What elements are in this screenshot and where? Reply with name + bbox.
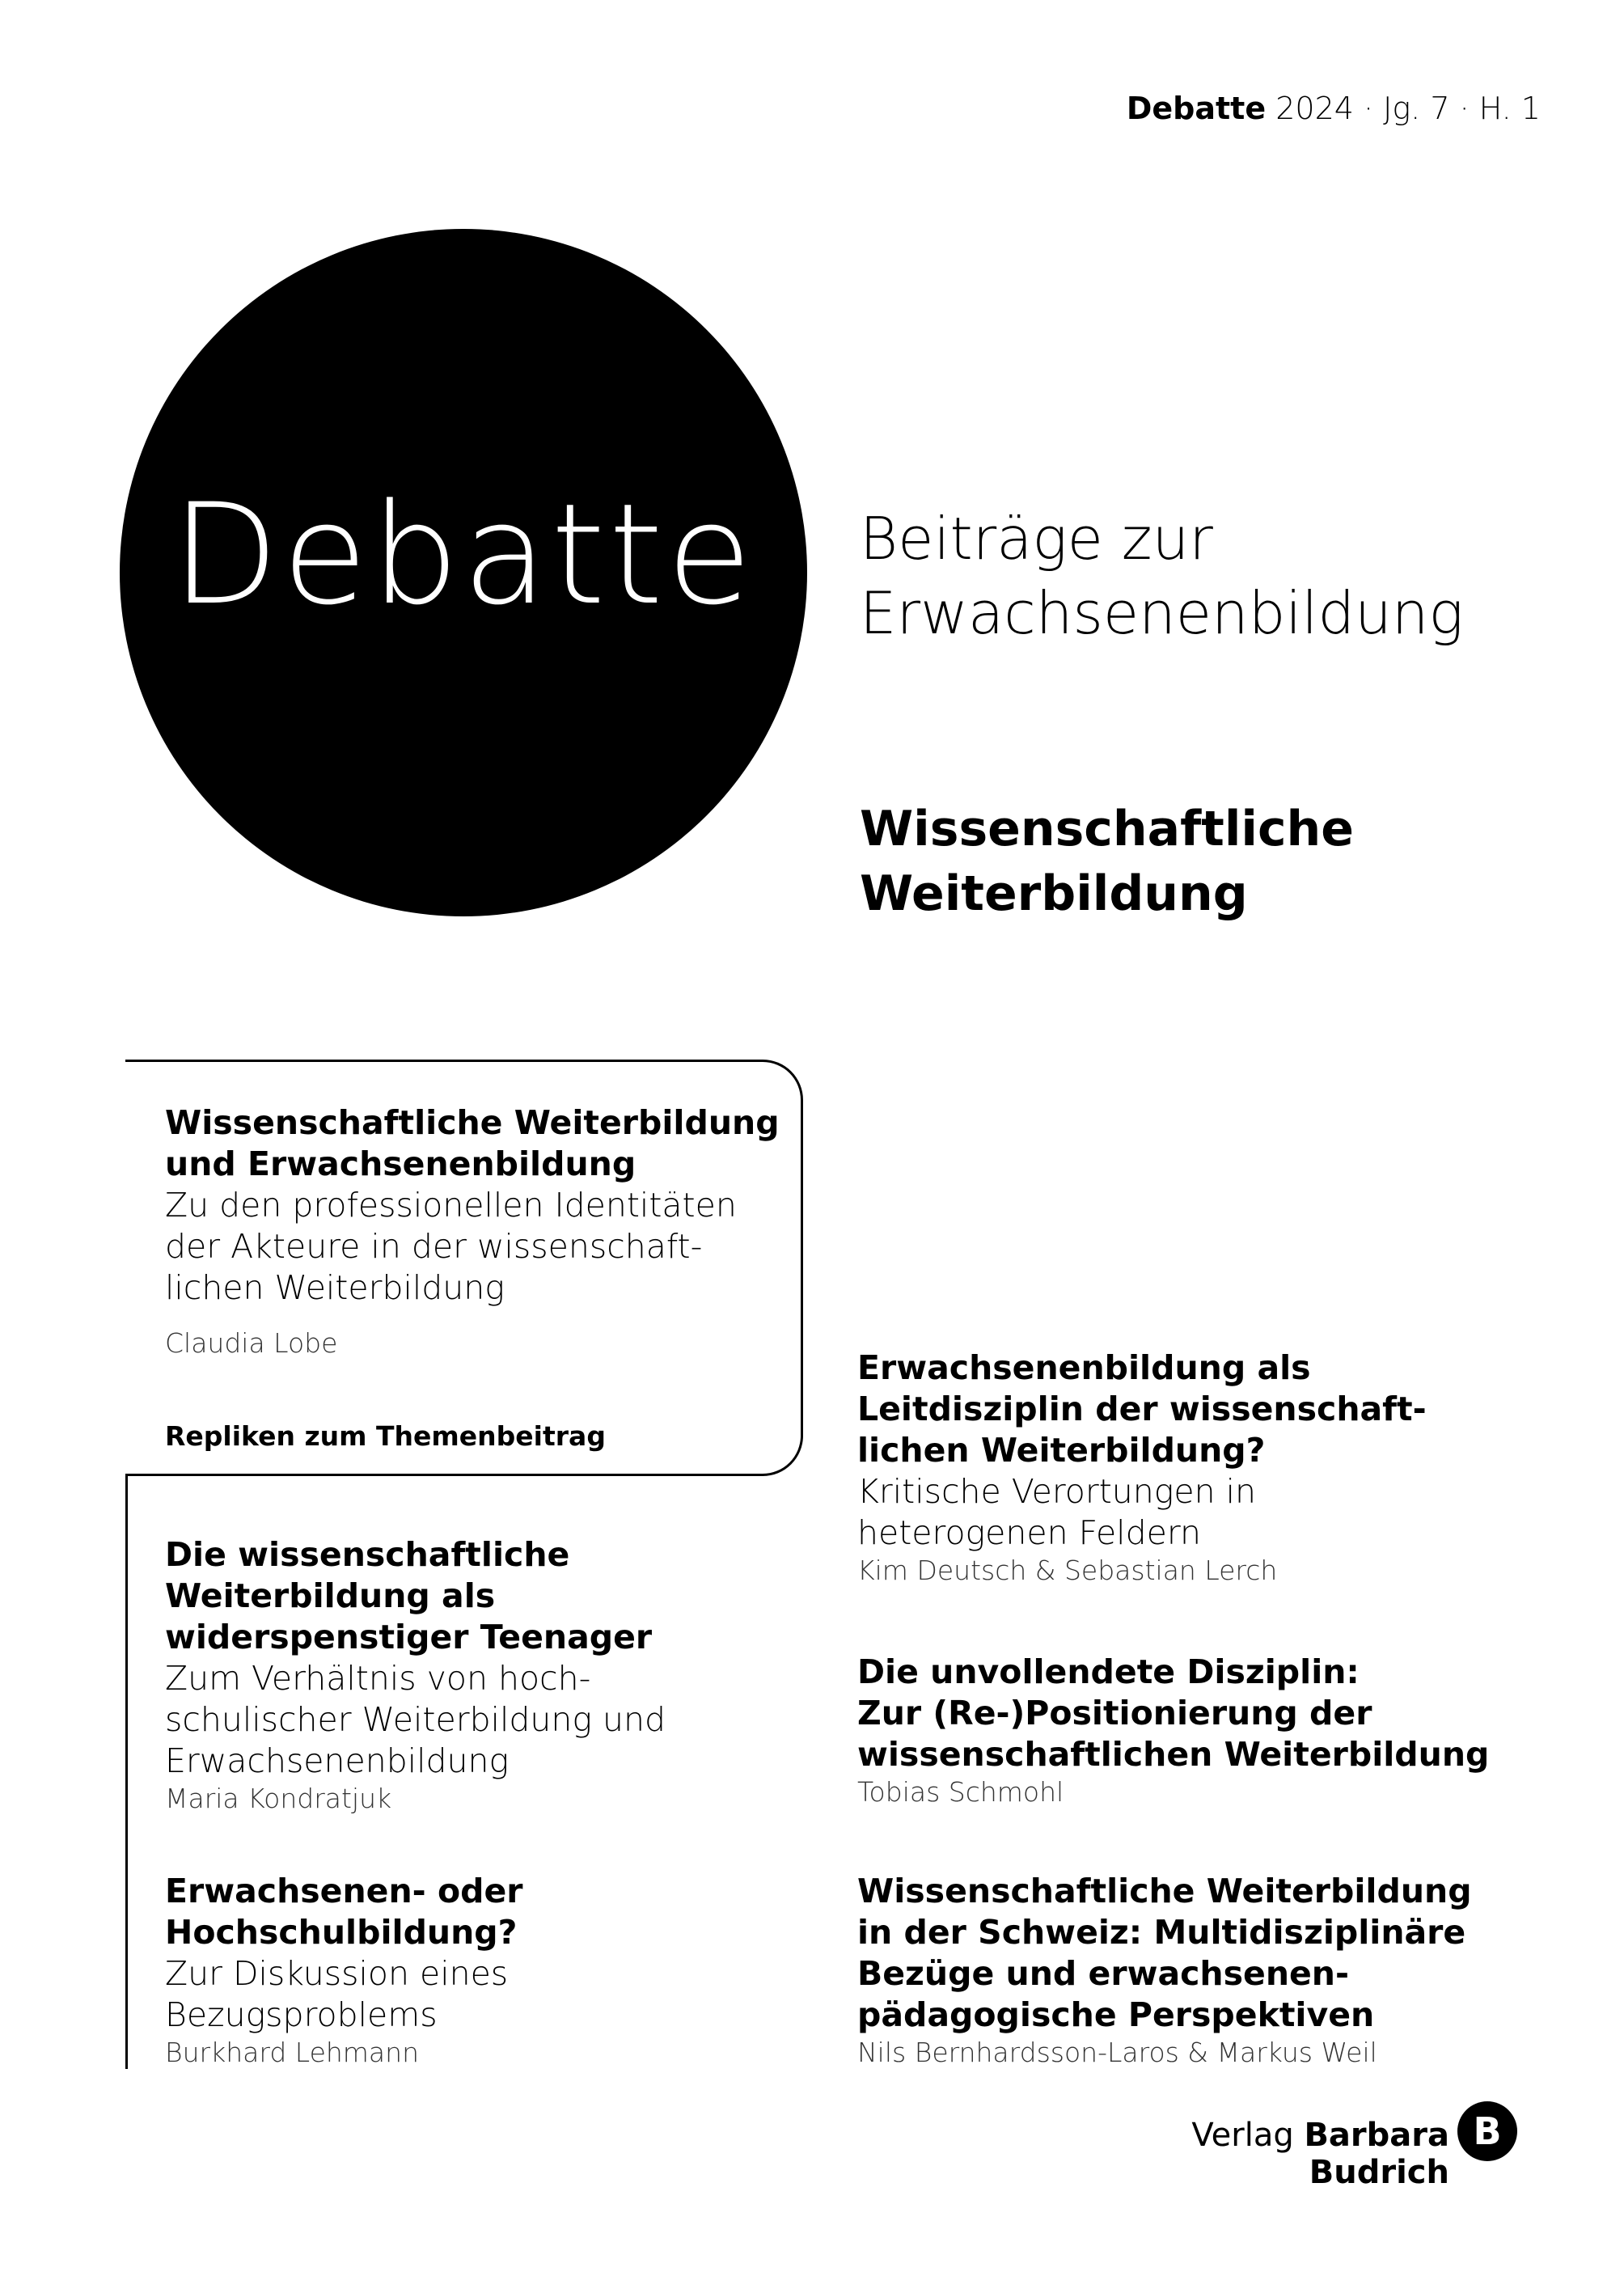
feature-article xyxy=(165,1102,780,1360)
issue-line xyxy=(1051,91,1541,126)
subtitle-line: lichen Weiterbildung xyxy=(165,1268,505,1307)
theme-line: Wissenschaftliche xyxy=(860,801,1354,857)
journal-name: Debatte xyxy=(1126,91,1267,126)
article-subtitle xyxy=(857,1471,1553,1554)
title-line: pädagogische Perspektiven xyxy=(857,1995,1375,2034)
repliken-label: Repliken zum Themenbeitrag xyxy=(165,1420,606,1452)
title-line: wissenschaftlichen Weiterbildung xyxy=(857,1735,1490,1774)
subtitle-line: Erwachsenenbildung xyxy=(165,1741,510,1780)
article-title xyxy=(165,1534,780,1658)
article-subtitle xyxy=(165,1658,780,1782)
title-line: Zur (Re-)Positionierung der xyxy=(857,1694,1372,1732)
article-entry xyxy=(857,1871,1553,2070)
title-line: Wissenschaftliche Weiterbildung xyxy=(857,1872,1472,1910)
title-line: widerspenstiger Teenager xyxy=(165,1618,653,1656)
journal-title: Debatte xyxy=(171,473,755,636)
frame-line xyxy=(125,1474,128,2069)
subtitle-line: der Akteure in der wissenschaft- xyxy=(165,1227,703,1266)
theme-line: Weiterbildung xyxy=(860,865,1248,922)
article-subtitle xyxy=(165,1185,780,1309)
article-subtitle xyxy=(165,1953,780,2036)
article-entry xyxy=(165,1534,780,1816)
subtitle-line: heterogenen Feldern xyxy=(857,1513,1201,1552)
title-line: in der Schweiz: Multidisziplinäre xyxy=(857,1913,1466,1952)
article-title xyxy=(165,1102,780,1185)
article-author: Nils Bernhardsson-Laros & Markus Weil xyxy=(857,2037,1377,2068)
subtitle-line: Zu den professionellen Identitäten xyxy=(165,1186,737,1225)
article-entry xyxy=(165,1871,780,2070)
publisher-logo-icon: B xyxy=(1457,2101,1517,2161)
publisher-prefix: Verlag xyxy=(1191,2117,1294,2154)
article-title xyxy=(857,1347,1553,1471)
article-author: Claudia Lobe xyxy=(165,1327,338,1359)
journal-subtitle xyxy=(860,501,1464,650)
title-line: Weiterbildung als xyxy=(165,1576,496,1615)
article-author: Kim Deutsch & Sebastian Lerch xyxy=(857,1555,1278,1586)
title-line: Erwachsenenbildung als xyxy=(857,1348,1311,1387)
title-line: Erwachsenen- oder xyxy=(165,1872,523,1910)
title-line: Die wissenschaftliche xyxy=(165,1535,570,1574)
issue-info: 2024 · Jg. 7 · H. 1 xyxy=(1275,91,1541,126)
subtitle-line: Kritische Verortungen in xyxy=(857,1472,1257,1511)
publisher-brand: Barbara Budrich xyxy=(1304,2117,1449,2191)
title-line: Wissenschaftliche Weiterbildung xyxy=(165,1103,780,1142)
subtitle-line: schulischer Weiterbildung und xyxy=(165,1700,666,1739)
subtitle-line: Bezugsproblems xyxy=(165,1995,438,2034)
title-line: Leitdisziplin der wissenschaft- xyxy=(857,1390,1427,1428)
article-entry xyxy=(857,1347,1553,1588)
article-entry xyxy=(857,1652,1553,1809)
title-line: Bezüge und erwachsenen- xyxy=(857,1954,1350,1993)
publisher-name xyxy=(1051,2117,1449,2191)
title-line: Die unvollendete Disziplin: xyxy=(857,1652,1360,1691)
article-title xyxy=(857,1652,1553,1775)
article-author: Tobias Schmohl xyxy=(857,1776,1064,1808)
article-author: Burkhard Lehmann xyxy=(165,2037,419,2068)
subtitle-line: Erwachsenenbildung xyxy=(860,579,1464,647)
title-line: und Erwachsenenbildung xyxy=(165,1144,636,1183)
title-line: Hochschulbildung? xyxy=(165,1913,518,1952)
subtitle-line: Beiträge zur xyxy=(860,505,1213,573)
subtitle-line: Zur Diskussion eines xyxy=(165,1954,509,1993)
article-title xyxy=(857,1871,1553,2036)
subtitle-line: Zum Verhältnis von hoch- xyxy=(165,1659,591,1698)
title-line: lichen Weiterbildung? xyxy=(857,1431,1266,1470)
article-title xyxy=(165,1871,780,1953)
issue-theme xyxy=(860,797,1354,926)
article-author: Maria Kondratjuk xyxy=(165,1783,392,1814)
